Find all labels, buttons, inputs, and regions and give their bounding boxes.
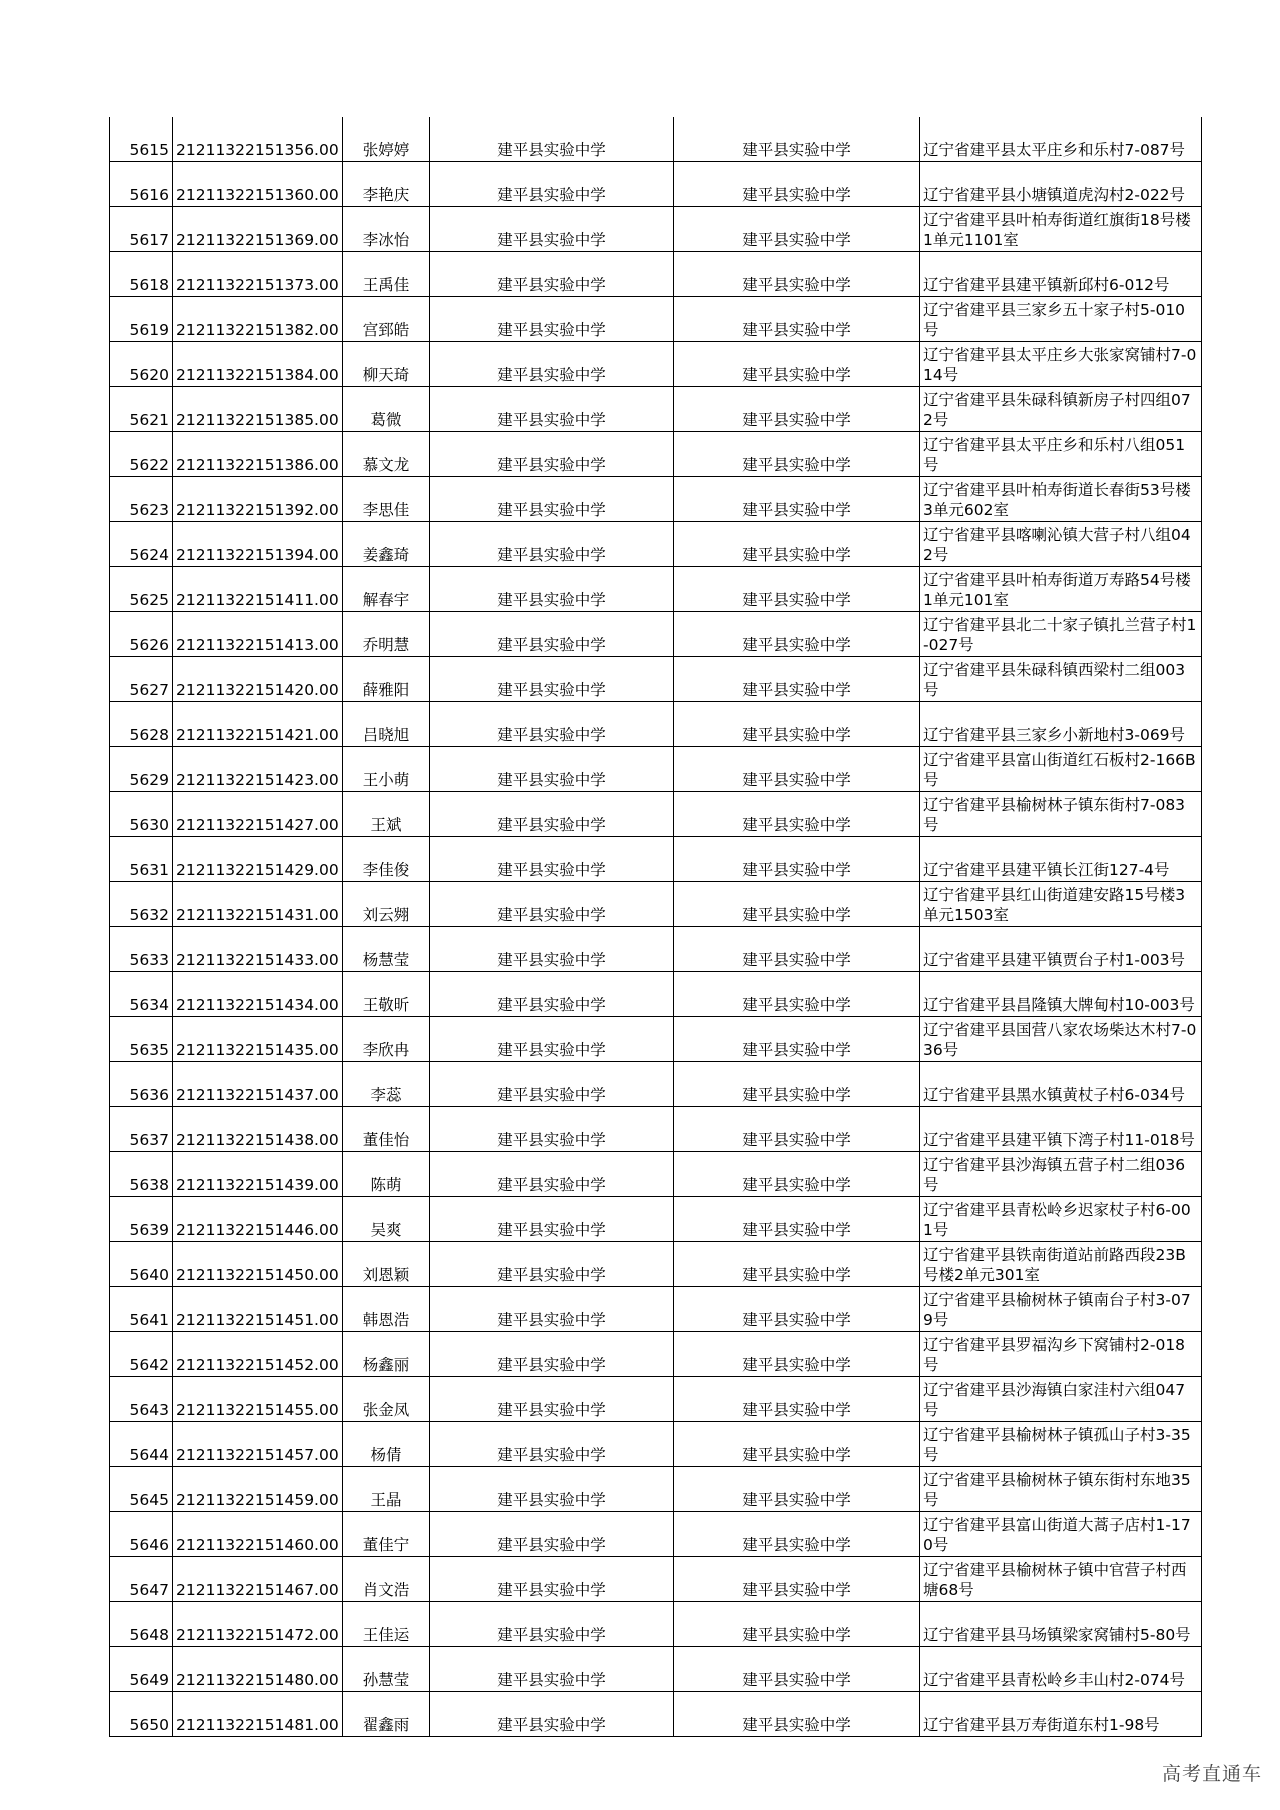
table-row xyxy=(110,1557,1202,1602)
admitting-school-cell: 建平县实验中学 xyxy=(674,1242,920,1287)
admitting-school-cell: 建平县实验中学 xyxy=(674,612,920,657)
home-address-cell: 辽宁省建平县榆树林子镇中官营子村西塘68号 xyxy=(920,1557,1202,1602)
graduating-school-cell: 建平县实验中学 xyxy=(430,1647,674,1692)
admitting-school-cell: 建平县实验中学 xyxy=(674,432,920,477)
row-number-cell: 5628 xyxy=(110,702,173,747)
table-row xyxy=(110,297,1202,342)
candidate-id-cell: 21211322151434.00 xyxy=(173,972,343,1017)
admitting-school-cell: 建平县实验中学 xyxy=(674,882,920,927)
roster-body xyxy=(110,117,1202,1737)
row-number-cell: 5641 xyxy=(110,1287,173,1332)
admitting-school-cell: 建平县实验中学 xyxy=(674,1017,920,1062)
row-number-cell: 5623 xyxy=(110,477,173,522)
student-name-cell: 李思佳 xyxy=(343,477,430,522)
student-name-cell: 王晶 xyxy=(343,1467,430,1512)
row-number-cell: 5630 xyxy=(110,792,173,837)
table-row xyxy=(110,657,1202,702)
table-row xyxy=(110,567,1202,612)
row-number-cell: 5626 xyxy=(110,612,173,657)
student-name-cell: 解春宇 xyxy=(343,567,430,612)
home-address-cell: 辽宁省建平县北二十家子镇扎兰营子村1-027号 xyxy=(920,612,1202,657)
table-row xyxy=(110,1377,1202,1422)
student-name-cell: 乔明慧 xyxy=(343,612,430,657)
home-address-cell: 辽宁省建平县叶柏寿街道红旗街18号楼1单元1101室 xyxy=(920,207,1202,252)
candidate-id-cell: 21211322151411.00 xyxy=(173,567,343,612)
candidate-id-cell: 21211322151413.00 xyxy=(173,612,343,657)
row-number-cell: 5634 xyxy=(110,972,173,1017)
graduating-school-cell: 建平县实验中学 xyxy=(430,612,674,657)
candidate-id-cell: 21211322151455.00 xyxy=(173,1377,343,1422)
row-number-cell: 5635 xyxy=(110,1017,173,1062)
row-number-cell: 5616 xyxy=(110,162,173,207)
student-name-cell: 董佳宁 xyxy=(343,1512,430,1557)
student-name-cell: 杨倩 xyxy=(343,1422,430,1467)
student-name-cell: 陈萌 xyxy=(343,1152,430,1197)
candidate-id-cell: 21211322151439.00 xyxy=(173,1152,343,1197)
graduating-school-cell: 建平县实验中学 xyxy=(430,927,674,972)
student-name-cell: 刘云翙 xyxy=(343,882,430,927)
home-address-cell: 辽宁省建平县榆树林子镇东街村7-083号 xyxy=(920,792,1202,837)
home-address-cell: 辽宁省建平县青松岭乡迟家杖子村6-001号 xyxy=(920,1197,1202,1242)
table-row xyxy=(110,1062,1202,1107)
row-number-cell: 5625 xyxy=(110,567,173,612)
home-address-cell: 辽宁省建平县沙海镇白家洼村六组047号 xyxy=(920,1377,1202,1422)
candidate-id-cell: 21211322151446.00 xyxy=(173,1197,343,1242)
home-address-cell: 辽宁省建平县太平庄乡和乐村八组051号 xyxy=(920,432,1202,477)
table-row xyxy=(110,1197,1202,1242)
admitting-school-cell: 建平县实验中学 xyxy=(674,747,920,792)
admitting-school-cell: 建平县实验中学 xyxy=(674,162,920,207)
graduating-school-cell: 建平县实验中学 xyxy=(430,972,674,1017)
row-number-cell: 5639 xyxy=(110,1197,173,1242)
home-address-cell: 辽宁省建平县罗福沟乡下窝铺村2-018号 xyxy=(920,1332,1202,1377)
table-row xyxy=(110,1332,1202,1377)
graduating-school-cell: 建平县实验中学 xyxy=(430,297,674,342)
graduating-school-cell: 建平县实验中学 xyxy=(430,837,674,882)
student-name-cell: 张婷婷 xyxy=(343,117,430,162)
home-address-cell: 辽宁省建平县沙海镇五营子村二组036号 xyxy=(920,1152,1202,1197)
graduating-school-cell: 建平县实验中学 xyxy=(430,117,674,162)
graduating-school-cell: 建平县实验中学 xyxy=(430,657,674,702)
home-address-cell: 辽宁省建平县国营八家农场柴达木村7-036号 xyxy=(920,1017,1202,1062)
graduating-school-cell: 建平县实验中学 xyxy=(430,522,674,567)
table-row xyxy=(110,882,1202,927)
table-row xyxy=(110,387,1202,432)
table-row xyxy=(110,1512,1202,1557)
admitting-school-cell: 建平县实验中学 xyxy=(674,1467,920,1512)
admitting-school-cell: 建平县实验中学 xyxy=(674,522,920,567)
admitting-school-cell: 建平县实验中学 xyxy=(674,1422,920,1467)
admitting-school-cell: 建平县实验中学 xyxy=(674,927,920,972)
student-name-cell: 韩恩浩 xyxy=(343,1287,430,1332)
graduating-school-cell: 建平县实验中学 xyxy=(430,1422,674,1467)
watermark: 高考直通车 xyxy=(1161,1763,1262,1785)
admitting-school-cell: 建平县实验中学 xyxy=(674,297,920,342)
row-number-cell: 5617 xyxy=(110,207,173,252)
candidate-id-cell: 21211322151385.00 xyxy=(173,387,343,432)
graduating-school-cell: 建平县实验中学 xyxy=(430,207,674,252)
candidate-id-cell: 21211322151481.00 xyxy=(173,1692,343,1737)
candidate-id-cell: 21211322151386.00 xyxy=(173,432,343,477)
table-row xyxy=(110,1242,1202,1287)
student-name-cell: 王小萌 xyxy=(343,747,430,792)
table-row xyxy=(110,1602,1202,1647)
row-number-cell: 5642 xyxy=(110,1332,173,1377)
graduating-school-cell: 建平县实验中学 xyxy=(430,747,674,792)
student-name-cell: 柳天琦 xyxy=(343,342,430,387)
candidate-id-cell: 21211322151423.00 xyxy=(173,747,343,792)
home-address-cell: 辽宁省建平县富山街道大蒿子店村1-170号 xyxy=(920,1512,1202,1557)
row-number-cell: 5643 xyxy=(110,1377,173,1422)
row-number-cell: 5650 xyxy=(110,1692,173,1737)
candidate-id-cell: 21211322151433.00 xyxy=(173,927,343,972)
graduating-school-cell: 建平县实验中学 xyxy=(430,792,674,837)
graduating-school-cell: 建平县实验中学 xyxy=(430,882,674,927)
candidate-id-cell: 21211322151394.00 xyxy=(173,522,343,567)
graduating-school-cell: 建平县实验中学 xyxy=(430,1287,674,1332)
graduating-school-cell: 建平县实验中学 xyxy=(430,1152,674,1197)
student-name-cell: 刘恩颖 xyxy=(343,1242,430,1287)
admitting-school-cell: 建平县实验中学 xyxy=(674,1647,920,1692)
student-name-cell: 王敬昕 xyxy=(343,972,430,1017)
table-row xyxy=(110,1017,1202,1062)
candidate-id-cell: 21211322151427.00 xyxy=(173,792,343,837)
home-address-cell: 辽宁省建平县叶柏寿街道长春街53号楼3单元602室 xyxy=(920,477,1202,522)
student-name-cell: 董佳怡 xyxy=(343,1107,430,1152)
admitting-school-cell: 建平县实验中学 xyxy=(674,387,920,432)
candidate-id-cell: 21211322151450.00 xyxy=(173,1242,343,1287)
admitting-school-cell: 建平县实验中学 xyxy=(674,792,920,837)
candidate-id-cell: 21211322151452.00 xyxy=(173,1332,343,1377)
candidate-id-cell: 21211322151360.00 xyxy=(173,162,343,207)
table-row xyxy=(110,207,1202,252)
student-name-cell: 王禹佳 xyxy=(343,252,430,297)
home-address-cell: 辽宁省建平县三家乡五十家子村5-010号 xyxy=(920,297,1202,342)
candidate-id-cell: 21211322151460.00 xyxy=(173,1512,343,1557)
table-row xyxy=(110,972,1202,1017)
candidate-id-cell: 21211322151467.00 xyxy=(173,1557,343,1602)
candidate-id-cell: 21211322151421.00 xyxy=(173,702,343,747)
home-address-cell: 辽宁省建平县铁南街道站前路西段23B号楼2单元301室 xyxy=(920,1242,1202,1287)
home-address-cell: 辽宁省建平县富山街道红石板村2-166B号 xyxy=(920,747,1202,792)
table-row xyxy=(110,1692,1202,1737)
home-address-cell: 辽宁省建平县榆树林子镇东街村东地35号 xyxy=(920,1467,1202,1512)
row-number-cell: 5622 xyxy=(110,432,173,477)
row-number-cell: 5619 xyxy=(110,297,173,342)
home-address-cell: 辽宁省建平县三家乡小新地村3-069号 xyxy=(920,702,1202,747)
admitting-school-cell: 建平县实验中学 xyxy=(674,117,920,162)
graduating-school-cell: 建平县实验中学 xyxy=(430,387,674,432)
admitting-school-cell: 建平县实验中学 xyxy=(674,1197,920,1242)
candidate-id-cell: 21211322151384.00 xyxy=(173,342,343,387)
student-roster-table xyxy=(109,117,1202,1737)
table-row xyxy=(110,162,1202,207)
admitting-school-cell: 建平县实验中学 xyxy=(674,567,920,612)
row-number-cell: 5624 xyxy=(110,522,173,567)
graduating-school-cell: 建平县实验中学 xyxy=(430,1062,674,1107)
table-row xyxy=(110,837,1202,882)
candidate-id-cell: 21211322151369.00 xyxy=(173,207,343,252)
home-address-cell: 辽宁省建平县建平镇长江街127-4号 xyxy=(920,837,1202,882)
candidate-id-cell: 21211322151472.00 xyxy=(173,1602,343,1647)
candidate-id-cell: 21211322151382.00 xyxy=(173,297,343,342)
graduating-school-cell: 建平县实验中学 xyxy=(430,1467,674,1512)
candidate-id-cell: 21211322151373.00 xyxy=(173,252,343,297)
graduating-school-cell: 建平县实验中学 xyxy=(430,432,674,477)
table-row xyxy=(110,612,1202,657)
candidate-id-cell: 21211322151420.00 xyxy=(173,657,343,702)
table-row xyxy=(110,792,1202,837)
row-number-cell: 5649 xyxy=(110,1647,173,1692)
admitting-school-cell: 建平县实验中学 xyxy=(674,1377,920,1422)
graduating-school-cell: 建平县实验中学 xyxy=(430,477,674,522)
admitting-school-cell: 建平县实验中学 xyxy=(674,1692,920,1737)
row-number-cell: 5648 xyxy=(110,1602,173,1647)
student-name-cell: 王斌 xyxy=(343,792,430,837)
table-row xyxy=(110,702,1202,747)
student-name-cell: 肖文浩 xyxy=(343,1557,430,1602)
student-name-cell: 王佳运 xyxy=(343,1602,430,1647)
student-name-cell: 翟鑫雨 xyxy=(343,1692,430,1737)
home-address-cell: 辽宁省建平县万寿街道东村1-98号 xyxy=(920,1692,1202,1737)
table-row xyxy=(110,1152,1202,1197)
row-number-cell: 5645 xyxy=(110,1467,173,1512)
row-number-cell: 5644 xyxy=(110,1422,173,1467)
home-address-cell: 辽宁省建平县叶柏寿街道万寿路54号楼1单元101室 xyxy=(920,567,1202,612)
student-name-cell: 吕晓旭 xyxy=(343,702,430,747)
admitting-school-cell: 建平县实验中学 xyxy=(674,702,920,747)
student-name-cell: 慕文龙 xyxy=(343,432,430,477)
student-name-cell: 李冰怡 xyxy=(343,207,430,252)
graduating-school-cell: 建平县实验中学 xyxy=(430,1512,674,1557)
home-address-cell: 辽宁省建平县建平镇新邱村6-012号 xyxy=(920,252,1202,297)
row-number-cell: 5620 xyxy=(110,342,173,387)
row-number-cell: 5621 xyxy=(110,387,173,432)
home-address-cell: 辽宁省建平县建平镇下湾子村11-018号 xyxy=(920,1107,1202,1152)
candidate-id-cell: 21211322151459.00 xyxy=(173,1467,343,1512)
table-row xyxy=(110,927,1202,972)
graduating-school-cell: 建平县实验中学 xyxy=(430,252,674,297)
graduating-school-cell: 建平县实验中学 xyxy=(430,1017,674,1062)
table-row xyxy=(110,117,1202,162)
home-address-cell: 辽宁省建平县朱碌科镇新房子村四组072号 xyxy=(920,387,1202,432)
candidate-id-cell: 21211322151457.00 xyxy=(173,1422,343,1467)
admitting-school-cell: 建平县实验中学 xyxy=(674,477,920,522)
table-row xyxy=(110,1107,1202,1152)
candidate-id-cell: 21211322151356.00 xyxy=(173,117,343,162)
row-number-cell: 5631 xyxy=(110,837,173,882)
table-row xyxy=(110,477,1202,522)
home-address-cell: 辽宁省建平县太平庄乡大张家窝铺村7-014号 xyxy=(920,342,1202,387)
candidate-id-cell: 21211322151431.00 xyxy=(173,882,343,927)
admitting-school-cell: 建平县实验中学 xyxy=(674,657,920,702)
admitting-school-cell: 建平县实验中学 xyxy=(674,1557,920,1602)
candidate-id-cell: 21211322151480.00 xyxy=(173,1647,343,1692)
home-address-cell: 辽宁省建平县小塘镇道虎沟村2-022号 xyxy=(920,162,1202,207)
admitting-school-cell: 建平县实验中学 xyxy=(674,1602,920,1647)
table-row xyxy=(110,1287,1202,1332)
student-name-cell: 李艳庆 xyxy=(343,162,430,207)
admitting-school-cell: 建平县实验中学 xyxy=(674,1332,920,1377)
table-row xyxy=(110,747,1202,792)
row-number-cell: 5638 xyxy=(110,1152,173,1197)
home-address-cell: 辽宁省建平县黑水镇黄杖子村6-034号 xyxy=(920,1062,1202,1107)
admitting-school-cell: 建平县实验中学 xyxy=(674,342,920,387)
row-number-cell: 5629 xyxy=(110,747,173,792)
table-row xyxy=(110,522,1202,567)
student-name-cell: 孙慧莹 xyxy=(343,1647,430,1692)
graduating-school-cell: 建平县实验中学 xyxy=(430,567,674,612)
graduating-school-cell: 建平县实验中学 xyxy=(430,1377,674,1422)
student-name-cell: 杨慧莹 xyxy=(343,927,430,972)
student-name-cell: 李蕊 xyxy=(343,1062,430,1107)
admitting-school-cell: 建平县实验中学 xyxy=(674,252,920,297)
table-row xyxy=(110,342,1202,387)
row-number-cell: 5633 xyxy=(110,927,173,972)
table-row xyxy=(110,1422,1202,1467)
student-name-cell: 薛雅阳 xyxy=(343,657,430,702)
candidate-id-cell: 21211322151438.00 xyxy=(173,1107,343,1152)
row-number-cell: 5646 xyxy=(110,1512,173,1557)
student-name-cell: 宫郅皓 xyxy=(343,297,430,342)
admitting-school-cell: 建平县实验中学 xyxy=(674,1287,920,1332)
student-name-cell: 姜鑫琦 xyxy=(343,522,430,567)
row-number-cell: 5632 xyxy=(110,882,173,927)
table-row xyxy=(110,1467,1202,1512)
admitting-school-cell: 建平县实验中学 xyxy=(674,1512,920,1557)
table-row xyxy=(110,252,1202,297)
graduating-school-cell: 建平县实验中学 xyxy=(430,1107,674,1152)
student-name-cell: 杨鑫丽 xyxy=(343,1332,430,1377)
candidate-id-cell: 21211322151451.00 xyxy=(173,1287,343,1332)
graduating-school-cell: 建平县实验中学 xyxy=(430,702,674,747)
home-address-cell: 辽宁省建平县昌隆镇大牌甸村10-003号 xyxy=(920,972,1202,1017)
admitting-school-cell: 建平县实验中学 xyxy=(674,972,920,1017)
home-address-cell: 辽宁省建平县喀喇沁镇大营子村八组042号 xyxy=(920,522,1202,567)
row-number-cell: 5636 xyxy=(110,1062,173,1107)
student-name-cell: 吴爽 xyxy=(343,1197,430,1242)
home-address-cell: 辽宁省建平县马场镇梁家窝铺村5-80号 xyxy=(920,1602,1202,1647)
row-number-cell: 5618 xyxy=(110,252,173,297)
row-number-cell: 5647 xyxy=(110,1557,173,1602)
home-address-cell: 辽宁省建平县榆树林子镇孤山子村3-35号 xyxy=(920,1422,1202,1467)
table-row xyxy=(110,432,1202,477)
student-name-cell: 李佳俊 xyxy=(343,837,430,882)
student-name-cell: 葛微 xyxy=(343,387,430,432)
row-number-cell: 5615 xyxy=(110,117,173,162)
home-address-cell: 辽宁省建平县朱碌科镇西梁村二组003号 xyxy=(920,657,1202,702)
graduating-school-cell: 建平县实验中学 xyxy=(430,1332,674,1377)
graduating-school-cell: 建平县实验中学 xyxy=(430,1692,674,1737)
graduating-school-cell: 建平县实验中学 xyxy=(430,1242,674,1287)
candidate-id-cell: 21211322151429.00 xyxy=(173,837,343,882)
candidate-id-cell: 21211322151437.00 xyxy=(173,1062,343,1107)
graduating-school-cell: 建平县实验中学 xyxy=(430,1557,674,1602)
row-number-cell: 5637 xyxy=(110,1107,173,1152)
student-name-cell: 李欣冉 xyxy=(343,1017,430,1062)
home-address-cell: 辽宁省建平县建平镇贾台子村1-003号 xyxy=(920,927,1202,972)
home-address-cell: 辽宁省建平县青松岭乡丰山村2-074号 xyxy=(920,1647,1202,1692)
admitting-school-cell: 建平县实验中学 xyxy=(674,207,920,252)
table-row xyxy=(110,1647,1202,1692)
row-number-cell: 5627 xyxy=(110,657,173,702)
candidate-id-cell: 21211322151392.00 xyxy=(173,477,343,522)
candidate-id-cell: 21211322151435.00 xyxy=(173,1017,343,1062)
admitting-school-cell: 建平县实验中学 xyxy=(674,1107,920,1152)
graduating-school-cell: 建平县实验中学 xyxy=(430,1602,674,1647)
home-address-cell: 辽宁省建平县太平庄乡和乐村7-087号 xyxy=(920,117,1202,162)
home-address-cell: 辽宁省建平县红山街道建安路15号楼3单元1503室 xyxy=(920,882,1202,927)
graduating-school-cell: 建平县实验中学 xyxy=(430,162,674,207)
student-name-cell: 张金凤 xyxy=(343,1377,430,1422)
graduating-school-cell: 建平县实验中学 xyxy=(430,342,674,387)
graduating-school-cell: 建平县实验中学 xyxy=(430,1197,674,1242)
admitting-school-cell: 建平县实验中学 xyxy=(674,1062,920,1107)
admitting-school-cell: 建平县实验中学 xyxy=(674,837,920,882)
admitting-school-cell: 建平县实验中学 xyxy=(674,1152,920,1197)
home-address-cell: 辽宁省建平县榆树林子镇南台子村3-079号 xyxy=(920,1287,1202,1332)
row-number-cell: 5640 xyxy=(110,1242,173,1287)
